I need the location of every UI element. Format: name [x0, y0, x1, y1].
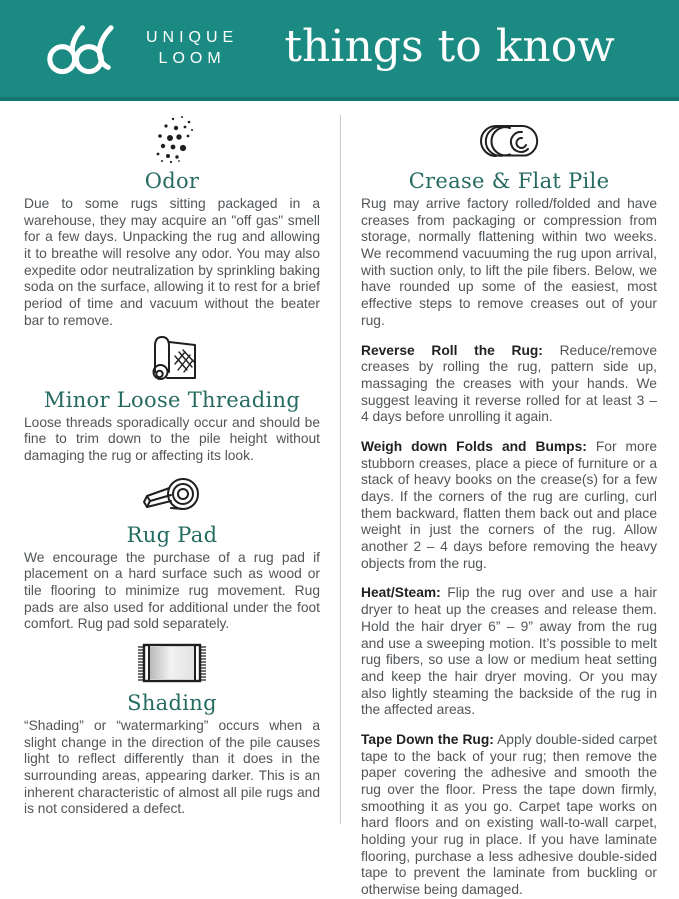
section-body: Due to some rugs sitting packaged in a warehouse, they may acquire an "off gas" smell for a few days. Unpacking the rug and allowing it to breathe will resolve any odor. You may also expedite odor neutralization by sprinkling baking soda on the surface, allowing it to rest for a brief period of time and vacuum without the beater bar to remove. — [24, 196, 320, 328]
tip-weigh-down — [361, 439, 657, 573]
tip-body: Reduce/remove creases by rolling the rug, pattern side up, massaging the creases with your hands. We suggest leaving it reverse rolled for at least 3 – 4 days before unrolling it again. — [361, 342, 657, 425]
unique-loom-logo — [42, 21, 238, 77]
threading-section — [24, 336, 320, 465]
unique-loom-loops-icon — [42, 21, 134, 77]
tip-body: For more stubborn creases, place a piece of furniture or a stack of heavy books on the crease(s) for a few days. If the corners of the rug are curling, curl them backward, flatten them back out and place weight in just the corners of the rug. Allow another 2 – 4 days before removing the heavy objects from the rug. — [361, 438, 657, 571]
brand-line-1: UNIQUE — [146, 28, 239, 46]
tip-heat-steam — [361, 585, 657, 719]
section-body: Loose threads sporadically occur and should be fine to trim down to the pile height without damaging the rug or affecting its look. — [24, 414, 320, 463]
tip-body: Apply double-sided carpet tape to the back of your rug; then remove the paper covering the adhesive and smooth the rug over the floor. Press the tape down firmly, smoothing it as you go. Carpet tape works on hard floors and on existing wall-to-wall carpet, holding your rug in place. If you have laminate flooring, purchase a less adhesive double-sided tape to prevent the laminate from buckling or otherwise being damaged. — [361, 731, 657, 898]
section-heading: Rug Pad — [126, 522, 218, 547]
tip-label: Heat/Steam: — [361, 585, 441, 601]
section-heading: Shading — [127, 691, 217, 715]
right-column — [341, 101, 679, 898]
tip-reverse-roll — [361, 343, 657, 426]
brand-name — [146, 28, 238, 70]
left-column — [0, 101, 340, 824]
tip-label: Reverse Roll the Rug: — [361, 342, 543, 358]
rug-pad-roll-icon — [24, 471, 320, 517]
rug-pad-section — [24, 471, 320, 633]
brand-line-2: LOOM — [158, 49, 226, 67]
section-heading: Odor — [144, 169, 200, 193]
odor-speckles-icon — [24, 117, 320, 163]
page-title: things to know — [284, 21, 615, 72]
section-heading: Crease & Flat Pile — [408, 169, 610, 193]
tip-label: Weigh down Folds and Bumps: — [361, 438, 587, 454]
tip-tape-down — [361, 732, 657, 899]
rolled-rug-end-icon — [361, 117, 657, 163]
section-body: Rug may arrive factory rolled/folded and have creases from packaging or compression from storage, normally flattening within two weeks. We recommend vacuuming the rug upon arrival, with suction only, to lift the pile fibers. Below, we have rounded up some of the easiest, most effective steps to remove creases out of your rug. — [361, 196, 657, 328]
section-heading: Minor Loose Threading — [43, 387, 301, 412]
header-banner — [0, 0, 679, 101]
tip-body: Flip the rug over and use a hair dryer to heat up the creases and release them. Hold the hair dryer 6” – 9” away from the rug and use a sweeping motion. It’s possible to melt rug fibers, so use a low or medium heat setting and keep the hair dryer moving. Or you may also lightly steaming the backside of the rug in the affected areas. — [361, 585, 657, 718]
section-body: We encourage the purchase of a rug pad if placement on a hard surface such as wood or tile flooring to minimize rug movement. Rug pads are also used for additional under the foot comfort. Rug pad sold separately. — [24, 549, 320, 632]
section-body: “Shading” or “watermarking” occurs when a slight change in the direction of the pile causes light to reflect differently than it does in the surrounding areas, appearing darker. This is an inherent characteristic of almost all pile rugs and is not considered a defect. — [24, 718, 320, 817]
odor-section — [24, 117, 320, 330]
fringed-rug-shading-icon — [24, 639, 320, 685]
crease-section — [361, 117, 657, 330]
rolled-rug-crosshatch-icon — [24, 336, 320, 382]
tip-label: Tape Down the Rug: — [361, 731, 494, 747]
content-area — [0, 101, 679, 898]
shading-section — [24, 639, 320, 818]
